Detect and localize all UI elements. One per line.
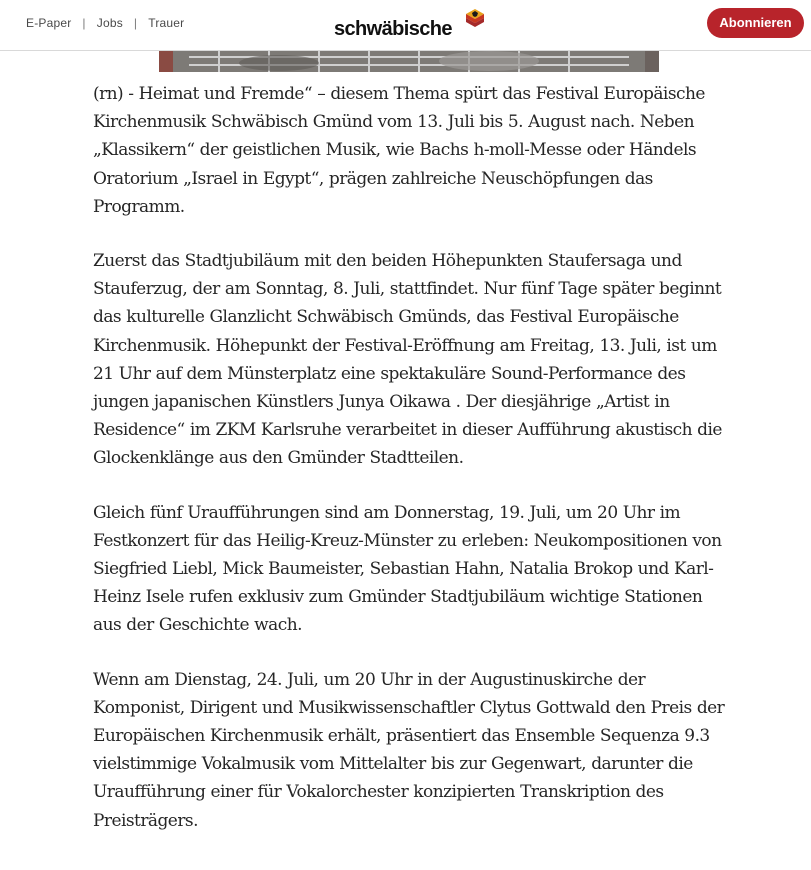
nav-link-epaper[interactable]: E-Paper [26, 16, 72, 30]
article-paragraph: Wenn am Dienstag, 24. Juli, um 20 Uhr in der Augustinuskirche der Komponist, Dirigent und Musikwissenschaftler Clytus Gottwald den Preis der Europäischen Kirchenmusik erhält, präsentiert das Ensemble Sequenza 9.3 vielstimmige Vokalmusik vom Mittelalter bis zur Gegenwart, darunter die Uraufführung einer für Vokalorchester konzipierten Transkription des Preisträgers. [93, 669, 725, 831]
logo-wordmark: schwäbische [334, 18, 452, 40]
article-body [93, 80, 733, 861]
dish-rack-image [159, 51, 659, 72]
site-logo[interactable] [334, 8, 490, 42]
article-paragraph: Gleich fünf Uraufführungen sind am Donnerstag, 19. Juli, um 20 Uhr im Festkonzert für das Heilig-Kreuz-Münster zu erleben: Neukompositionen von Siegfried Liebl, Mick Baumeister, Sebastian Hahn, Natalia Brokop und Karl-Heinz Isele rufen exklusiv zum Gmünder Stadtjubiläum wichtige Stationen aus der Geschichte wach. [93, 502, 722, 636]
nav-link-trauer[interactable]: Trauer [148, 16, 185, 30]
nav-separator: | [133, 16, 138, 30]
subscribe-button[interactable]: Abonnieren [707, 8, 804, 38]
article-image [159, 51, 659, 72]
logo-lion-icon [465, 8, 485, 28]
top-nav [26, 16, 184, 30]
nav-link-jobs[interactable]: Jobs [96, 16, 123, 30]
site-header [0, 0, 811, 51]
article-paragraph: (rn) - Heimat und Fremde“ – diesem Thema spürt das Festival Europäische Kirchenmusik Schwäbisch Gmünd vom 13. Juli bis 5. August nach. Neben „Klassikern“ der geistlichen Musik, wie Bachs h-moll-Messe oder Händels Oratorium „Israel in Egypt“, prägen zahlreiche Neuschöpfungen das Programm. [93, 84, 705, 217]
article-paragraph: Zuerst das Stadtjubiläum mit den beiden Höhepunkten Staufersaga und Stauferzug, der am Sonntag, 8. Juli, stattfindet. Nur fünf Tage später beginnt das kulturelle Glanzlicht Schwäbisch Gmünds, das Festival Europäische Kirchenmusik. Höhepunkt der Festival-Eröffnung am Freitag, 13. Juli, ist um 21 Uhr auf dem Münsterplatz eine spektakuläre Sound-Performance des jungen japanischen Künstlers Junya Oikawa . Der diesjährige „Artist in Residence“ im ZKM Karlsruhe verarbeitet in dieser Aufführung akustisch die Glockenklänge aus den Gmünder Stadtteilen. [93, 251, 722, 469]
nav-separator: | [82, 16, 86, 30]
